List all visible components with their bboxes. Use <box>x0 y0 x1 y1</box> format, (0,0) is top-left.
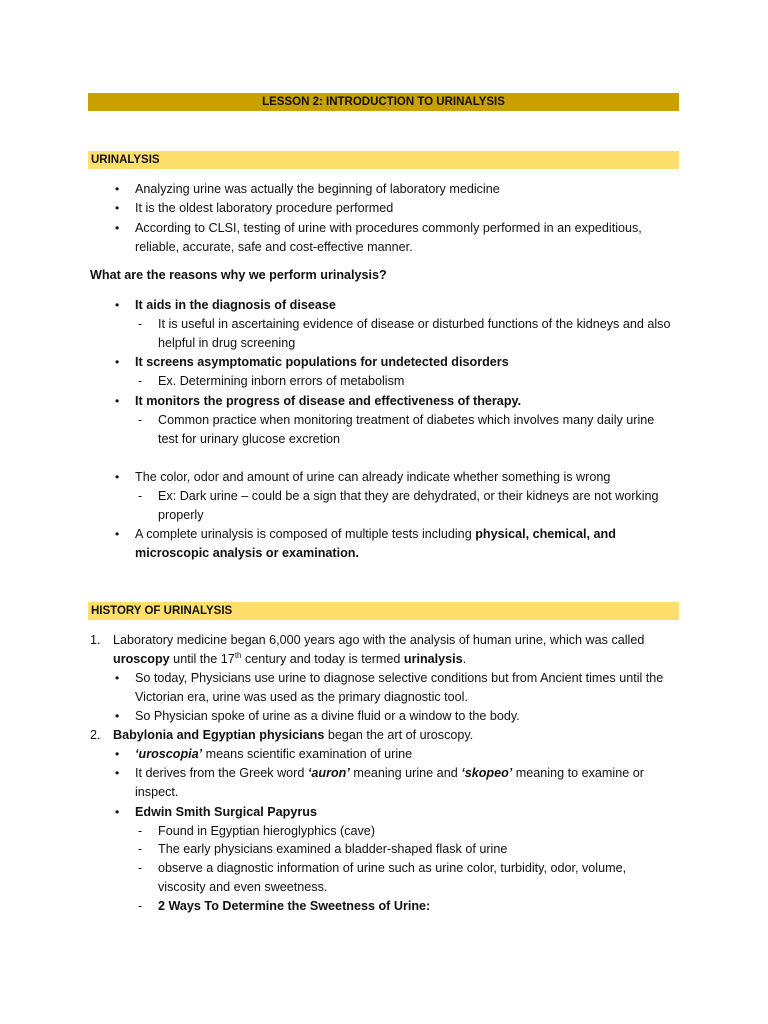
term-uroscopia: ‘uroscopia’ <box>135 747 203 761</box>
bullet-icon: • <box>115 671 120 685</box>
dash-icon: - <box>138 899 143 913</box>
term-auron: ‘auron’ <box>307 766 350 780</box>
plain-text: century and today is termed <box>241 652 404 666</box>
history-bullet: So today, Physicians use urine to diagnose selective conditions but from Ancient times until the <box>135 671 664 685</box>
color-detail: Ex: Dark urine – could be a sign that they are dehydrated, or their kidneys are not working <box>158 489 659 503</box>
plain-text: until the 17 <box>169 652 235 666</box>
bullet-icon: • <box>115 221 120 235</box>
bullet-icon: • <box>115 201 120 215</box>
term-urinalysis: urinalysis <box>403 652 463 666</box>
section-heading: URINALYSIS <box>91 154 160 166</box>
reason-detail: Ex. Determining inborn errors of metabolism <box>158 374 405 388</box>
dash-icon: - <box>138 413 143 427</box>
history-bullet <box>135 764 644 783</box>
complete-text-bold: physical, chemical, and <box>475 527 616 541</box>
bullet-icon: • <box>115 805 120 819</box>
sweetness-heading: 2 Ways To Determine the Sweetness of Urine: <box>158 899 431 913</box>
color-detail-continued: properly <box>158 508 204 522</box>
complete-text-plain: A complete urinalysis is composed of multiple tests including <box>135 527 476 541</box>
lesson-title: LESSON 2: INTRODUCTION TO URINALYSIS <box>262 96 505 108</box>
bullet-text-continued: reliable, accurate, safe and cost-effective manner. <box>135 240 413 254</box>
complete-urinalysis-text <box>135 525 616 544</box>
reason-detail: Common practice when monitoring treatment of diabetes which involves many daily urine <box>158 413 655 427</box>
plain-text: meaning to examine or <box>512 766 644 780</box>
papyrus-item-continued: viscosity and even sweetness. <box>158 880 328 894</box>
reason-detail-continued: test for urinary glucose excretion <box>158 432 340 446</box>
history-text <box>113 726 473 745</box>
history-bullet-continued: Victorian era, urine was used as the primary diagnostic tool. <box>135 690 468 704</box>
history-text-continued <box>113 650 466 669</box>
bullet-icon: • <box>115 470 120 484</box>
papyrus-item: observe a diagnostic information of urine such as urine color, turbidity, odor, volume, <box>158 861 627 875</box>
bullet-text: According to CLSI, testing of urine with procedures commonly performed in an expeditious, <box>135 221 642 235</box>
plain-text: began the art of uroscopy. <box>324 728 474 742</box>
papyrus-item: Found in Egyptian hieroglyphics (cave) <box>158 824 376 838</box>
bullet-icon: • <box>115 766 120 780</box>
reason-detail: It is useful in ascertaining evidence of disease or disturbed functions of the kidneys and also <box>158 317 671 331</box>
dash-icon: - <box>138 317 143 331</box>
list-number: 1. <box>90 633 101 647</box>
bullet-icon: • <box>115 182 120 196</box>
papyrus-heading: Edwin Smith Surgical Papyrus <box>135 805 317 819</box>
plain-text: It derives from the Greek word <box>135 766 308 780</box>
term-uroscopy: uroscopy <box>113 652 170 666</box>
list-number: 2. <box>90 728 101 742</box>
bullet-icon: • <box>115 298 120 312</box>
plain-text: means scientific examination of urine <box>202 747 413 761</box>
reason-detail-continued: helpful in drug screening <box>158 336 296 350</box>
dash-icon: - <box>138 861 143 875</box>
urinalysis-heading-bar <box>88 151 679 169</box>
bullet-icon: • <box>115 355 120 369</box>
history-bullet <box>135 745 412 764</box>
section-heading: HISTORY OF URINALYSIS <box>91 605 233 617</box>
history-bullet: So Physician spoke of urine as a divine fluid or a window to the body. <box>135 709 520 723</box>
papyrus-item: The early physicians examined a bladder-shaped flask of urine <box>158 842 508 856</box>
bullet-icon: • <box>115 709 120 723</box>
bullet-text: Analyzing urine was actually the beginning of laboratory medicine <box>135 182 500 196</box>
question-heading: What are the reasons why we perform urinalysis? <box>90 268 387 282</box>
superscript: th <box>234 650 242 660</box>
bullet-icon: • <box>115 747 120 761</box>
dash-icon: - <box>138 374 143 388</box>
reason-title: It monitors the progress of disease and effectiveness of therapy. <box>135 394 522 408</box>
complete-text-bold-continued: microscopic analysis or examination. <box>135 546 359 560</box>
bullet-text: It is the oldest laboratory procedure performed <box>135 201 394 215</box>
bullet-icon: • <box>115 394 120 408</box>
color-note: The color, odor and amount of urine can already indicate whether something is wrong <box>135 470 611 484</box>
term-skopeo: ‘skopeo’ <box>461 766 513 780</box>
plain-text: . <box>462 652 467 666</box>
dash-icon: - <box>138 842 143 856</box>
dash-icon: - <box>138 824 143 838</box>
dash-icon: - <box>138 489 143 503</box>
bullet-icon: • <box>115 527 120 541</box>
reason-title: It screens asymptomatic populations for undetected disorders <box>135 355 509 369</box>
reason-title: It aids in the diagnosis of disease <box>135 298 336 312</box>
history-heading-bar <box>88 602 679 620</box>
history-bullet-continued: inspect. <box>135 785 179 799</box>
lesson-title-bar <box>88 93 679 111</box>
plain-text: meaning urine and <box>349 766 462 780</box>
history-text: Laboratory medicine began 6,000 years ago with the analysis of human urine, which was called <box>113 633 645 647</box>
bold-lead: Babylonia and Egyptian physicians <box>113 728 325 742</box>
